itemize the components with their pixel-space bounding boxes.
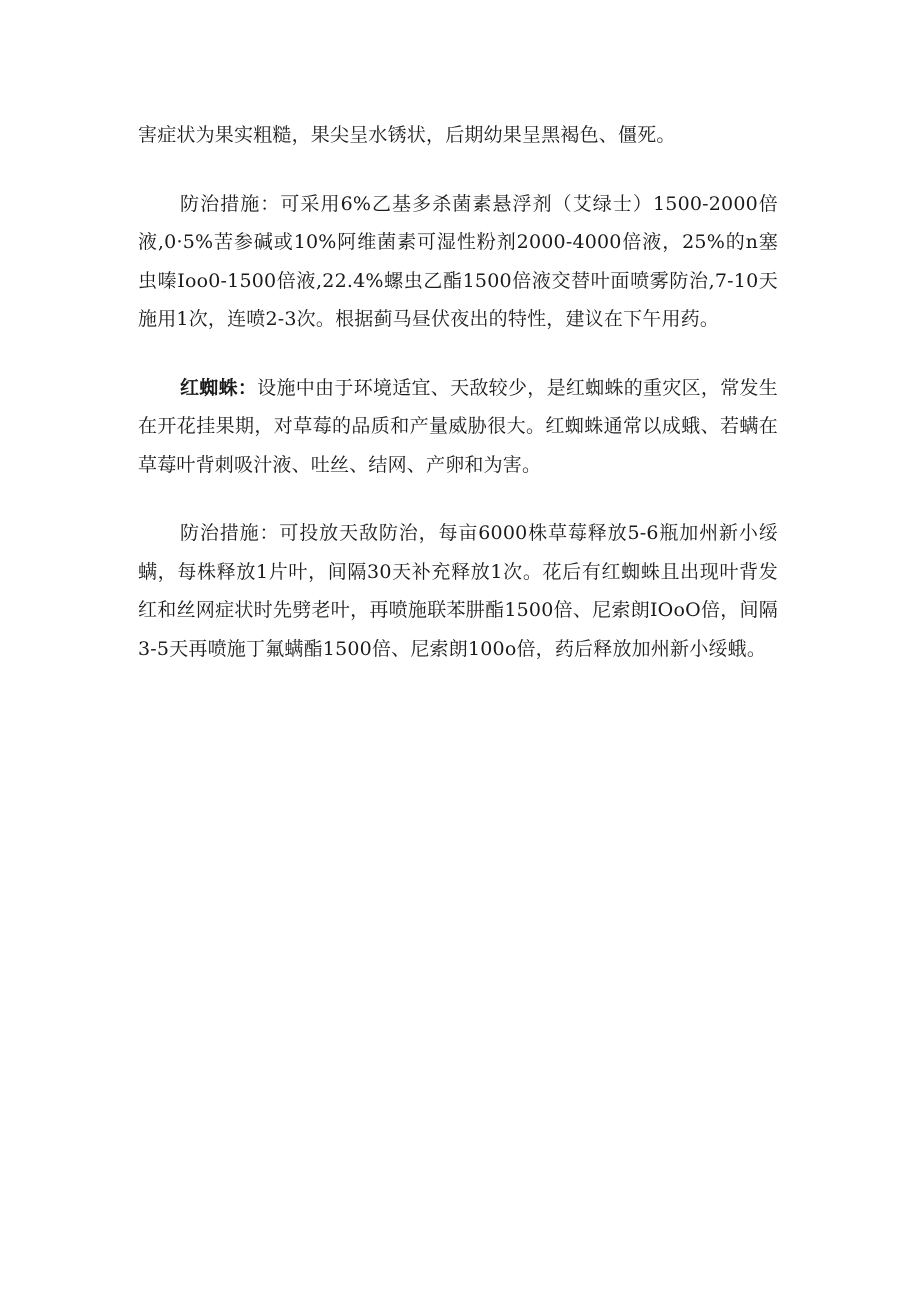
term-red-spider: 红蜘蛛： — [180, 376, 258, 399]
paragraph-symptoms: 害症状为果实粗糙，果尖呈水锈状，后期幼果呈黑褐色、僵死。 — [138, 124, 676, 146]
paragraph-thrips-control: 防治措施：可采用6%乙基多杀菌素悬浮剂（艾绿士）1500-2000倍液,0·5%苦参碱或10%阿维菌素可湿性粉剂2000-4000倍液，25%的n塞虫嗪Ioo0-1500倍液,22.4%螺虫乙酯1500倍液交替叶面喷雾防治,7-10天施用1次，连喷2-3次。根据蓟马昼伏夜出的特性，建议在下午用药。 — [138, 192, 778, 330]
red-spider-description: 设施中由于环境适宜、天敌较少，是红蜘蛛的重灾区，常发生在开花挂果期，对草莓的品质和产量威胁很大。红蜘蛛通常以成蛾、若螨在草莓叶背刺吸汁液、吐丝、结网、产卵和为害。 — [138, 376, 778, 476]
document-page — [138, 116, 778, 668]
paragraph-red-spider — [138, 369, 778, 485]
paragraph-red-spider-control: 防治措施：可投放天敌防治，每亩6000株草莓释放5-6瓶加州新小绥螨，每株释放1片叶，间隔30天补充释放1次。花后有红蜘蛛且出现叶背发红和丝网症状时先劈老叶，再喷施联苯肼酯1500倍、尼索朗IOoO倍，间隔3-5天再喷施丁氟螨酯1500倍、尼索朗100o倍，药后释放加州新小绥蛾。 — [138, 522, 778, 660]
